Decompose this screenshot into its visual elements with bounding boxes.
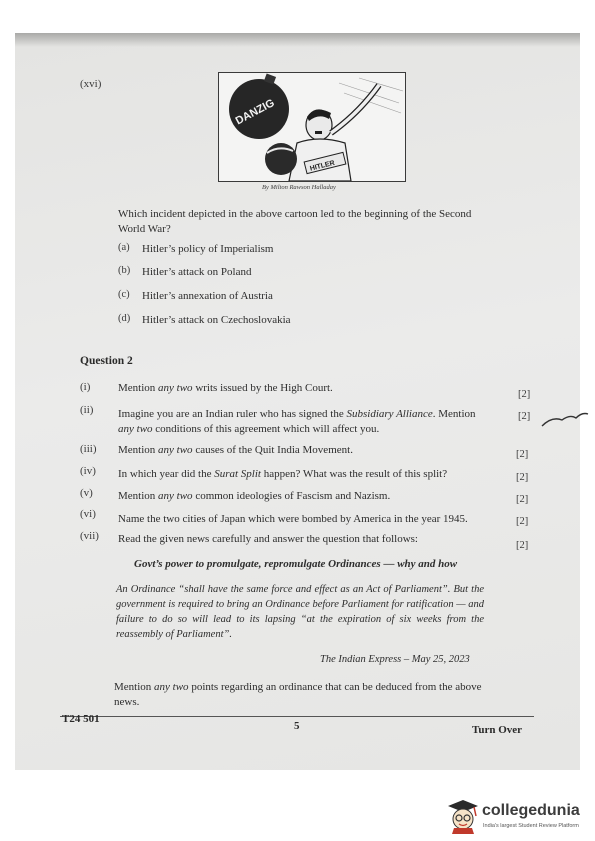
item-text: In which year did the Surat Split happen? What was the result of this split?	[118, 468, 448, 480]
marks: [2]	[516, 516, 529, 527]
followup-question: Mention any two points regarding an ordinance that can be deduced from the above news.	[114, 681, 482, 708]
option-text: Hitler’s attack on Poland	[142, 266, 252, 278]
option-number: (d)	[118, 313, 131, 324]
cartoon-caption: By Milton Rawson Halladay	[262, 184, 336, 191]
turn-over: Turn Over	[472, 724, 523, 736]
item-text: Read the given news carefully and answer the question that follows:	[118, 533, 418, 545]
paper-code: T24 501	[62, 713, 100, 725]
item-number: (iv)	[80, 465, 96, 477]
option-text: Hitler’s attack on Czechoslovakia	[142, 314, 291, 326]
belt-label: HITLER	[309, 159, 336, 173]
cartoon-image	[218, 72, 406, 182]
item-number: (vii)	[80, 530, 99, 542]
page-edge-shadow	[15, 33, 580, 47]
item-text: Name the two cities of Japan which were bombed by America in the year 1945.	[118, 513, 468, 525]
page-number: 5	[294, 720, 300, 732]
item-text: Mention any two writs issued by the High Court.	[118, 382, 333, 394]
option-text: Hitler’s policy of Imperialism	[142, 243, 274, 255]
brand-tagline: India's largest Student Review Platform	[483, 823, 579, 829]
item-number: (i)	[80, 381, 91, 393]
option-text: Hitler’s annexation of Austria	[142, 290, 273, 302]
brand-logo	[440, 796, 590, 836]
option-number: (b)	[118, 265, 131, 276]
footer-divider	[60, 716, 534, 717]
question-text: Which incident depicted in the above cartoon led to the beginning of the Second World War?	[118, 208, 472, 235]
news-source: The Indian Express – May 25, 2023	[320, 654, 470, 665]
marks: [2]	[516, 472, 529, 483]
news-body: An Ordinance “shall have the same force and effect as an Act of Parliament”. But the government is required to bring an Ordinance before Parliament for ratification — and failure to do so will lead to its lapsing “at the expiration of six weeks from the reassembly of Parliament”.	[116, 584, 484, 640]
brand-name: collegedunia	[482, 802, 580, 819]
mascot-icon	[446, 798, 480, 834]
question-heading: Question 2	[80, 355, 133, 367]
marks: [2]	[518, 389, 531, 400]
marks: [2]	[516, 540, 529, 551]
marks: [2]	[518, 411, 531, 422]
item-text: Imagine you are an Indian ruler who has signed the Subsidiary Alliance. Mention any two conditions of this agreement which will affect you.	[118, 408, 476, 435]
question-number: (xvi)	[80, 78, 102, 90]
cartoon-illustration	[219, 73, 405, 181]
option-number: (a)	[118, 242, 130, 253]
item-number: (ii)	[80, 404, 94, 416]
item-text: Mention any two causes of the Quit India Movement.	[118, 444, 353, 456]
item-number: (iii)	[80, 443, 97, 455]
marks: [2]	[516, 449, 529, 460]
item-text: Mention any two common ideologies of Fascism and Nazism.	[118, 490, 391, 502]
pen-mark	[540, 408, 590, 430]
news-headline: Govt’s power to promulgate, repromulgate Ordinances — why and how	[134, 558, 458, 570]
marks: [2]	[516, 494, 529, 505]
item-number: (v)	[80, 487, 93, 499]
item-number: (vi)	[80, 508, 96, 520]
ball-label: DANZIG	[233, 96, 277, 128]
option-number: (c)	[118, 289, 130, 300]
